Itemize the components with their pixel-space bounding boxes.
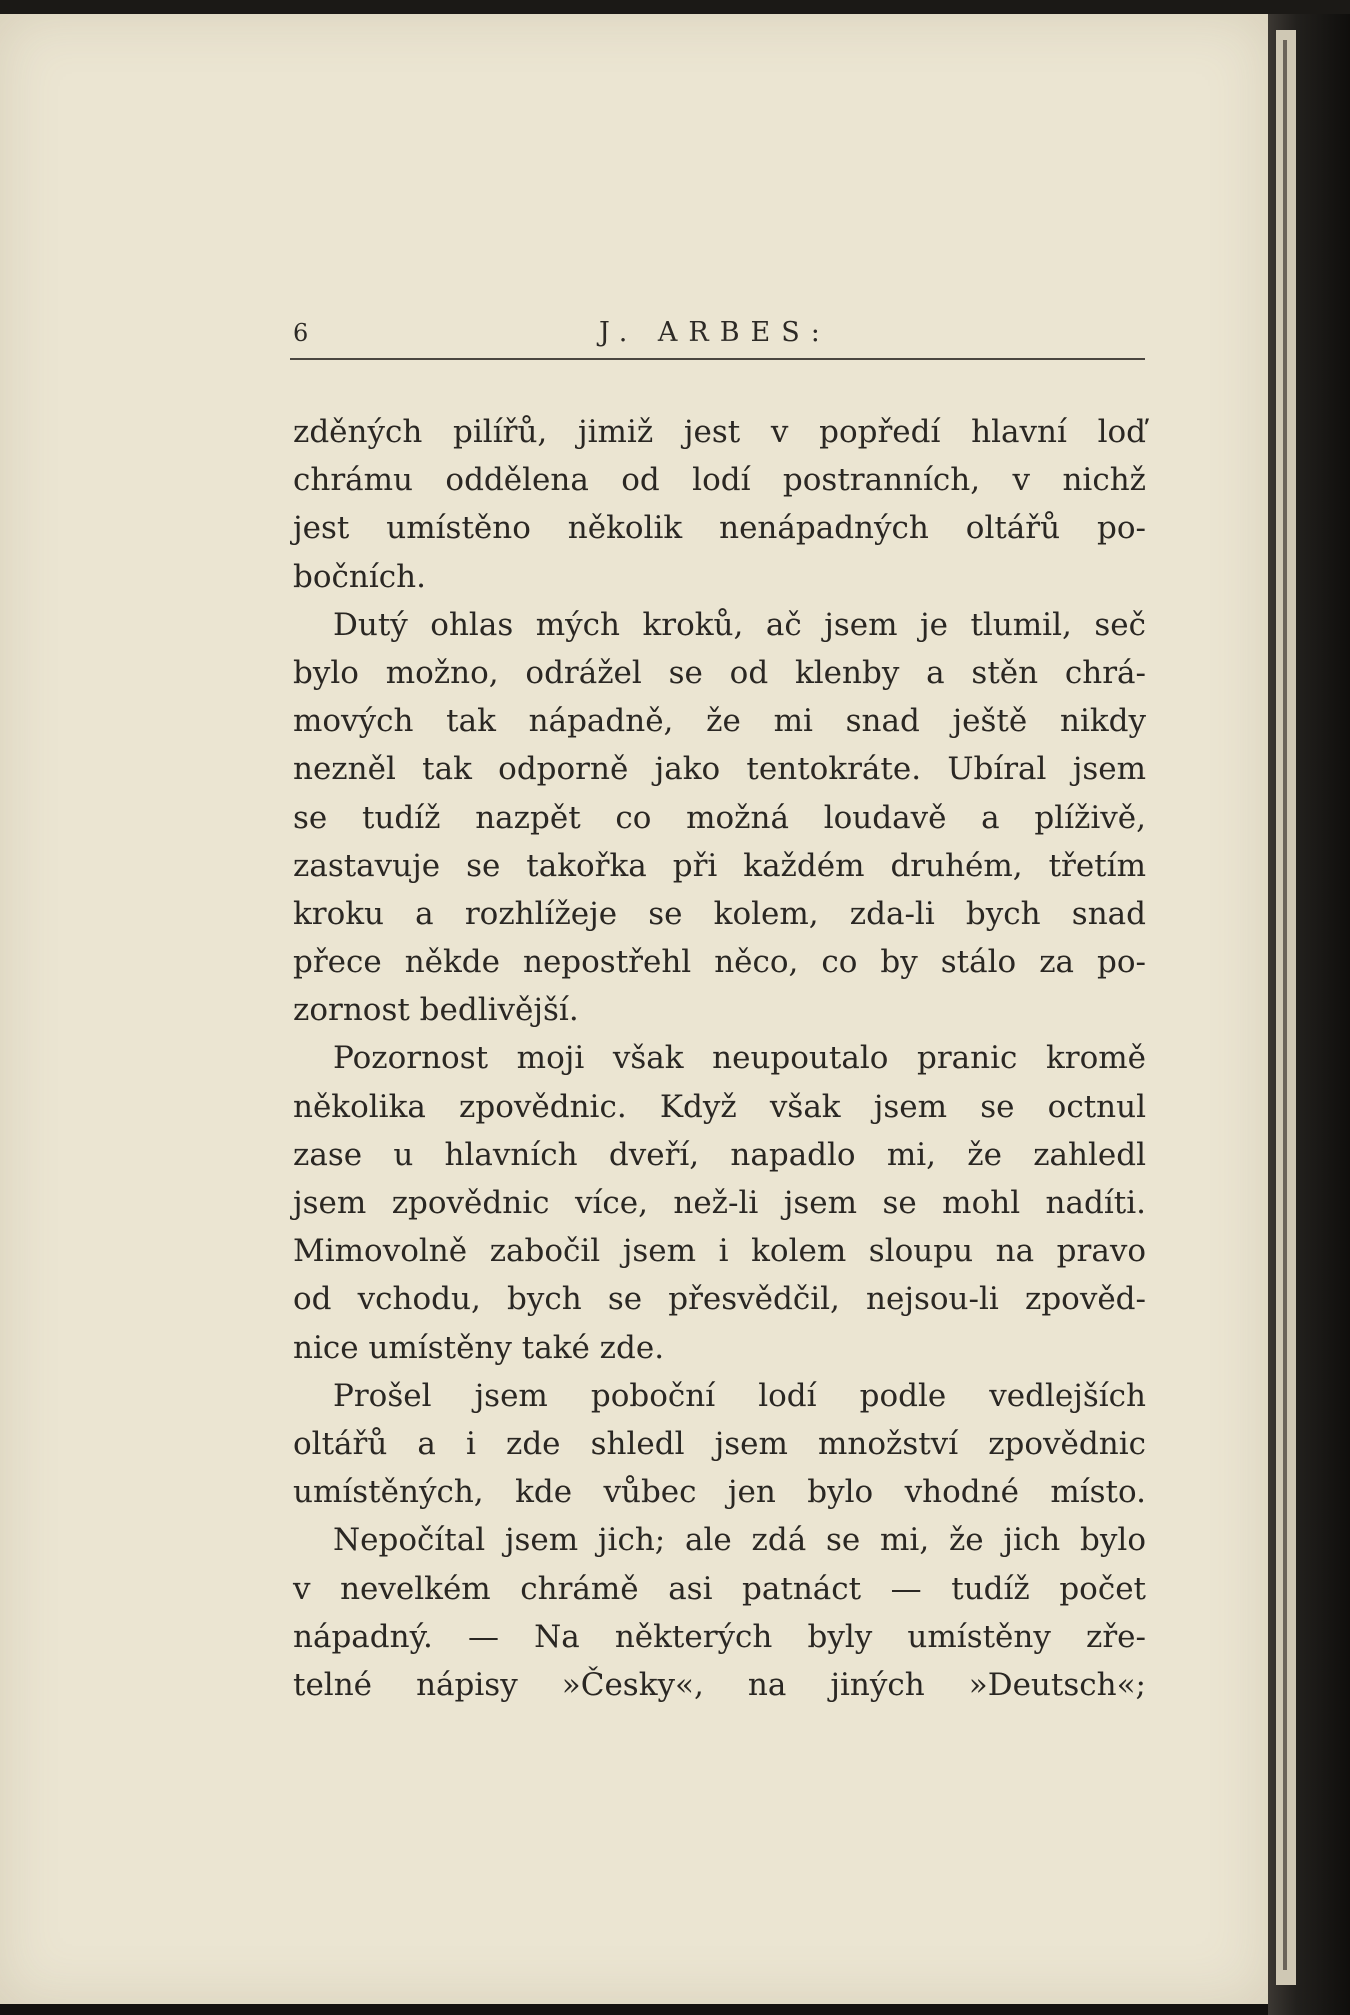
text-line: nezněl tak odporně jako tentokráte. Ubíral jsem	[293, 751, 1146, 788]
text-line: jest umístěno několik nenápadných oltářů po-	[293, 510, 1146, 547]
header-rule	[290, 358, 1145, 360]
page-stack-shadow	[1283, 40, 1287, 1970]
text-line: Nepočítal jsem jich; ale zdá se mi, že jich bylo	[333, 1522, 1146, 1559]
text-line: zase u hlavních dveří, napadlo mi, že zahledl	[293, 1136, 1146, 1173]
text-line: bylo možno, odrážel se od klenby a stěn chrá-	[293, 654, 1146, 691]
text-line: Prošel jsem poboční lodí podle vedlejších	[333, 1377, 1146, 1414]
text-line: chrámu oddělena od lodí postranních, v nichž	[293, 462, 1146, 499]
text-line: několika zpovědnic. Když však jsem se octnul	[293, 1088, 1146, 1125]
text-line: zděných pilířů, jimiž jest v popředí hlavní loď	[293, 414, 1146, 450]
running-head: J. ARBES:	[599, 317, 831, 348]
text-line: nice umístěny také zde.	[293, 1329, 665, 1366]
text-line: bočních.	[293, 558, 426, 595]
text-line: Mimovolně zabočil jsem i kolem sloupu na pravo	[293, 1233, 1146, 1270]
book-top-edge	[0, 0, 1350, 14]
text-line: od vchodu, bych se přesvědčil, nejsou-li zpověd-	[293, 1281, 1146, 1318]
text-line: zastavuje se takořka při každém druhém, třetím	[293, 847, 1146, 884]
text-line: přece někde nepostřehl něco, co by stálo za po-	[293, 944, 1146, 981]
text-line: mových tak nápadně, že mi snad ještě nikdy	[293, 703, 1146, 740]
text-line: v nevelkém chrámě asi patnáct — tudíž počet	[293, 1570, 1146, 1607]
text-line: zornost bedlivější.	[293, 992, 579, 1029]
text-line: umístěných, kde vůbec jen bylo vhodné místo.	[293, 1474, 1146, 1511]
text-line: Pozornost moji však neupoutalo pranic kromě	[333, 1040, 1146, 1077]
page-number: 6	[293, 319, 309, 347]
text-line: jsem zpovědnic více, než-li jsem se mohl nadíti.	[293, 1185, 1146, 1221]
text-line: oltářů a i zde shledl jsem množství zpovědnic	[293, 1425, 1146, 1462]
text-line: nápadný. — Na některých byly umístěny zře-	[293, 1618, 1146, 1655]
text-line: kroku a rozhlížeje se kolem, zda-li bych snad	[293, 895, 1146, 932]
text-line: se tudíž nazpět co možná loudavě a plíživě,	[293, 799, 1146, 836]
page-header	[293, 313, 1143, 363]
body-text	[293, 408, 1146, 1709]
text-line: Dutý ohlas mých kroků, ač jsem je tlumil, seč	[333, 606, 1146, 643]
text-line: telné nápisy »Česky«, na jiných »Deutsch«;	[293, 1666, 1146, 1703]
